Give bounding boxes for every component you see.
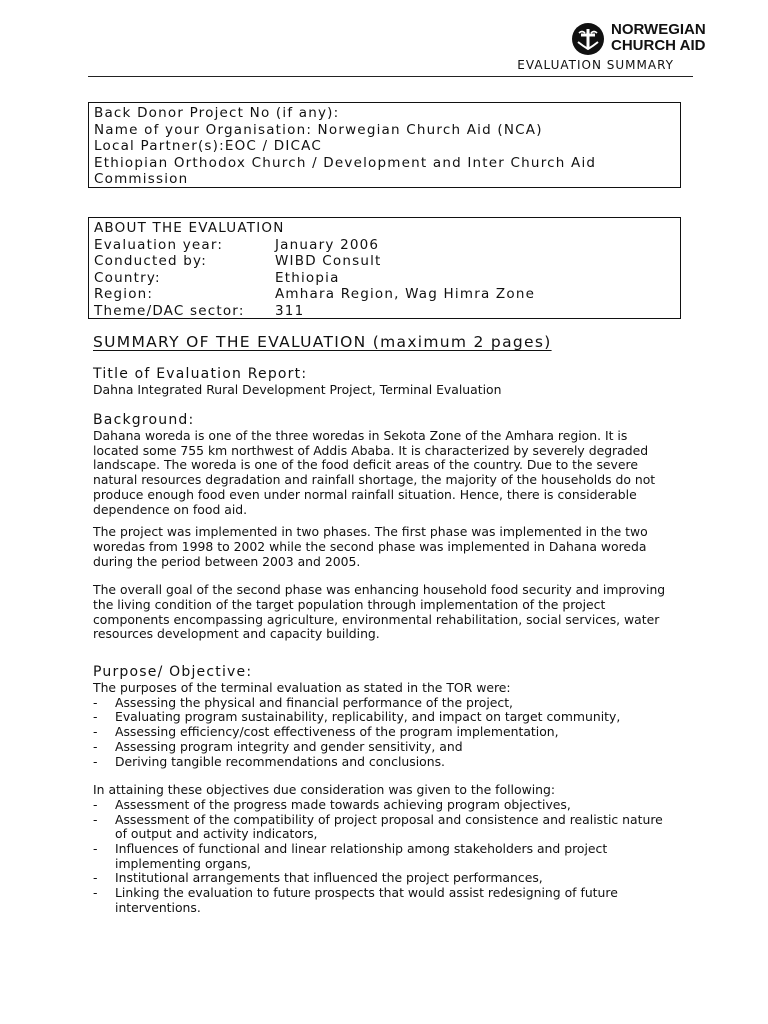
partner-full-name-continued: Commission xyxy=(94,171,189,187)
report-title: Dahna Integrated Rural Development Project, Terminal Evaluation xyxy=(93,382,502,397)
list-item: - Evaluating program sustainability, replicability, and impact on target community, xyxy=(93,710,673,725)
logo-line-1: NORWEGIAN xyxy=(611,21,706,38)
background-paragraph-1: Dahana woreda is one of the three woredas in Sekota Zone of the Amhara region. It is located some 755 km northwest of Addis Ababa. It is characterized by severely degraded landscape. The woreda is one of the food deficit areas of the country. Due to the severe natural resources degradation and rainfall shortage, the majority of the households do not produce enough food even under normal rainfall situation. Hence, there is considerable dependence on food aid. xyxy=(93,428,656,517)
purpose-list xyxy=(93,696,673,770)
row-value: Amhara Region, Wag Himra Zone xyxy=(275,286,536,302)
nca-emblem-icon xyxy=(571,22,605,56)
region-row xyxy=(94,286,675,303)
row-label: Region: xyxy=(94,286,154,302)
list-item: - Assessment of the compatibility of project proposal and consistence and realistic nature of output and activity indicators, xyxy=(93,813,673,842)
background-heading: Background: xyxy=(93,412,195,428)
partner-full-name-line: Ethiopian Orthodox Church / Development and Inter Church Aid xyxy=(94,154,597,171)
country-row xyxy=(94,270,675,287)
background-paragraph-3: The overall goal of the second phase was enhancing household food security and improving the living condition of the target population through implementation of the project components encompassing agriculture, environmental rehabilitation, social services, water resources development and capacity building. xyxy=(93,582,666,642)
list-item: - Influences of functional and linear relationship among stakeholders and project implementing organs, xyxy=(93,842,673,871)
consideration-list xyxy=(93,798,673,916)
document-type-label: EVALUATION SUMMARY xyxy=(517,58,674,72)
about-evaluation-box xyxy=(88,217,681,319)
row-label: Evaluation year: xyxy=(94,236,224,253)
list-item: - Deriving tangible recommendations and conclusions. xyxy=(93,755,673,770)
row-value: January 2006 xyxy=(275,236,380,253)
row-value: WIBD Consult xyxy=(275,253,382,269)
purpose-heading: Purpose/ Objective: xyxy=(93,664,253,680)
purpose-intro: The purposes of the terminal evaluation as stated in the TOR were: xyxy=(93,680,511,695)
title-heading: Title of Evaluation Report: xyxy=(93,366,308,382)
project-info-box xyxy=(88,102,681,188)
header-divider xyxy=(88,76,693,77)
summary-heading: SUMMARY OF THE EVALUATION (maximum 2 pages) xyxy=(93,333,552,351)
list-item: - Assessing program integrity and gender sensitivity, and xyxy=(93,740,673,755)
purpose-intro-2: In attaining these objectives due consideration was given to the following: xyxy=(93,782,556,798)
norwegian-church-aid-logo xyxy=(571,22,741,58)
local-partner-line: Local Partner(s):EOC / DICAC xyxy=(94,138,322,154)
list-item: - Institutional arrangements that influenced the project performances, xyxy=(93,871,673,886)
about-heading: ABOUT THE EVALUATION xyxy=(94,220,285,236)
list-item: - Assessing efficiency/cost effectiveness of the program implementation, xyxy=(93,725,673,740)
row-value: Ethiopia xyxy=(275,269,340,286)
back-donor-line: Back Donor Project No (if any): xyxy=(94,105,340,121)
organisation-line: Name of your Organisation: Norwegian Church Aid (NCA) xyxy=(94,121,543,138)
evaluation-year-row xyxy=(94,237,675,254)
row-label: Conducted by: xyxy=(94,253,207,269)
list-item: - Linking the evaluation to future prospects that would assist redesigning of future interventions. xyxy=(93,886,673,915)
conducted-by-row xyxy=(94,253,675,270)
row-value: 311 xyxy=(275,302,305,319)
purpose-section xyxy=(93,663,673,916)
background-paragraph-2: The project was implemented in two phases. The first phase was implemented in the two woredas from 1998 to 2002 while the second phase was implemented in Dahana woreda during the period between 2003 and 2005. xyxy=(93,524,648,569)
row-label: Country: xyxy=(94,269,161,286)
theme-dac-row xyxy=(94,303,675,320)
logo-wordmark xyxy=(611,22,706,54)
list-item: - Assessment of the progress made towards achieving program objectives, xyxy=(93,798,673,813)
logo-line-2: CHURCH AID xyxy=(611,37,706,54)
list-item: - Assessing the physical and financial performance of the project, xyxy=(93,696,673,711)
background-section xyxy=(93,411,673,642)
title-section xyxy=(93,365,673,398)
row-label: Theme/DAC sector: xyxy=(94,302,245,319)
